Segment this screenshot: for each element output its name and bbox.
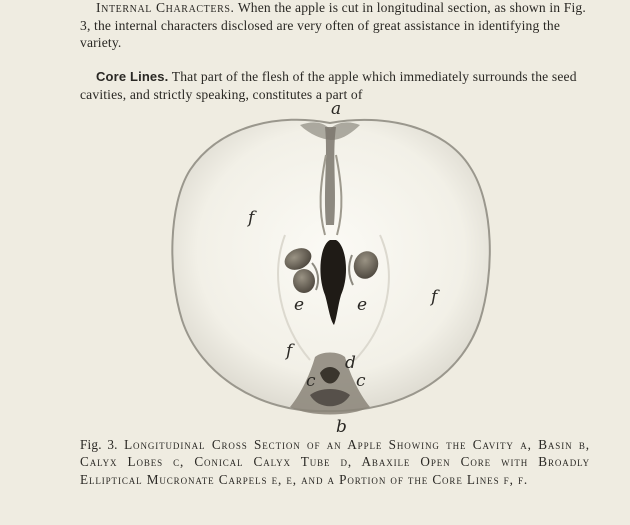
figure-caption xyxy=(80,436,590,488)
paragraph-heading: Internal Characters. xyxy=(96,0,235,15)
apple-cross-section-image xyxy=(160,95,500,440)
paragraph-text: That part of the flesh of the apple which immediately surrounds the seed cavities, and strictly speaking, constitutes a part of xyxy=(80,69,577,102)
label-f-right: f xyxy=(431,287,438,307)
label-f-upper-left: f xyxy=(248,208,255,228)
paragraph-heading: Core Lines. xyxy=(96,69,169,84)
label-e-left: e xyxy=(294,295,305,315)
label-f-lower-left: f xyxy=(286,341,293,361)
label-b: b xyxy=(336,417,347,437)
apple-cross-section-figure xyxy=(160,95,500,440)
label-c-left: c xyxy=(306,371,316,391)
label-d: d xyxy=(345,353,356,373)
paragraph-internal-characters xyxy=(80,0,588,52)
caption-fig-number: Fig. 3. xyxy=(80,437,118,452)
label-a: a xyxy=(331,99,342,119)
label-e-right: e xyxy=(357,295,368,315)
paragraph-text: When the apple is cut in longitudinal section, as shown in Fig. 3, the internal characters disclosed are very often of great assistance in identifying the variety. xyxy=(80,0,586,50)
seed-left-lower xyxy=(293,269,315,293)
label-c-right: c xyxy=(356,371,366,391)
caption-text: Longitudinal Cross Section of an Apple Showing the Cavity a, Basin b, Calyx Lobes c, Conical Calyx Tube d, Abaxile Open Core with Broadly Elliptical Mucronate Carpels e, e, and a Portion of the Core Lines f, f. xyxy=(80,437,590,487)
